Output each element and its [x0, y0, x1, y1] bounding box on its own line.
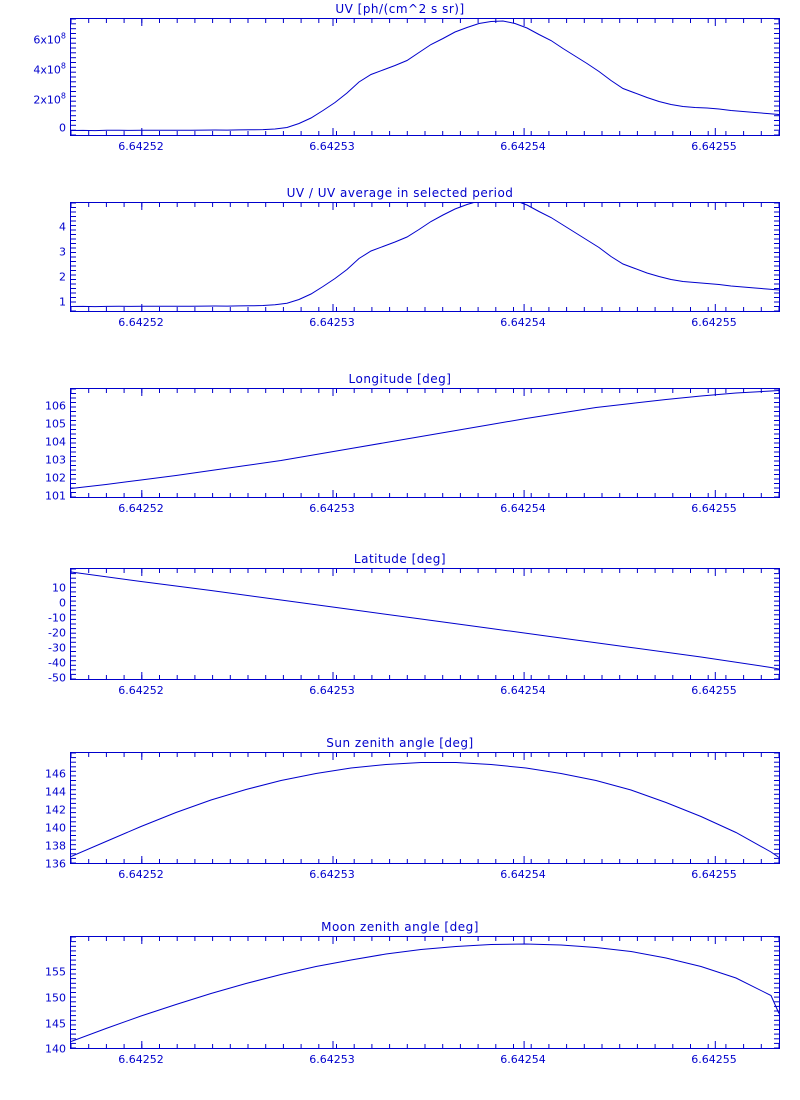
- y-tick-label: 2: [59, 270, 66, 284]
- x-axis-labels-uv: [70, 140, 780, 154]
- uv-ratio-series-svg: [71, 203, 779, 311]
- x-axis-labels-moon-zenith: [70, 1053, 780, 1067]
- x-tick-label: 6.64255: [691, 502, 737, 515]
- y-axis-labels-uv-ratio: [0, 202, 66, 318]
- y-tick-label: 105: [45, 417, 66, 431]
- y-tick-label: 155: [45, 965, 66, 979]
- y-tick-label: 103: [45, 453, 66, 467]
- y-tick-label: 146: [45, 767, 66, 781]
- x-tick-label: 6.64252: [118, 502, 164, 515]
- y-tick-label: 150: [45, 991, 66, 1005]
- y-tick-label: 136: [45, 857, 66, 871]
- panel-title-longitude: Longitude [deg]: [348, 372, 452, 386]
- x-tick-label: 6.64253: [309, 502, 355, 515]
- sun-zenith-series-svg: [71, 753, 779, 863]
- x-tick-label: 6.64253: [309, 684, 355, 697]
- y-tick-label: $2x10^8$: [33, 91, 66, 107]
- x-axis-labels-latitude: [70, 684, 780, 698]
- y-tick-label: 4: [59, 220, 66, 234]
- y-axis-labels-moon-zenith: [0, 936, 66, 1056]
- x-axis-labels-uv-ratio: [70, 316, 780, 330]
- y-tick-label: 101: [45, 489, 66, 503]
- panel-latitude: [0, 548, 800, 703]
- x-tick-label: 6.64255: [691, 1053, 737, 1066]
- y-tick-label: 102: [45, 471, 66, 485]
- x-tick-label: 6.64255: [691, 140, 737, 153]
- y-tick-label: -10: [48, 611, 66, 625]
- uv-series-svg: [71, 19, 779, 135]
- x-axis-labels-longitude: [70, 502, 780, 516]
- x-tick-label: 6.64255: [691, 684, 737, 697]
- x-tick-label: 6.64253: [309, 316, 355, 329]
- x-tick-label: 6.64252: [118, 140, 164, 153]
- panel-title-uv: UV [ph/(cm^2 s sr)]: [335, 2, 465, 16]
- x-tick-label: 6.64254: [500, 502, 546, 515]
- x-tick-label: 6.64255: [691, 316, 737, 329]
- y-tick-label: 140: [45, 1042, 66, 1056]
- y-tick-label: $6x10^8$: [33, 31, 66, 47]
- x-tick-label: 6.64254: [500, 684, 546, 697]
- x-tick-label: 6.64253: [309, 868, 355, 881]
- plot-area-sun-zenith: [70, 752, 780, 864]
- plot-area-uv: [70, 18, 780, 136]
- y-tick-label: 3: [59, 245, 66, 259]
- panel-sun-zenith: [0, 732, 800, 887]
- panel-moon-zenith: [0, 916, 800, 1076]
- x-tick-label: 6.64252: [118, 684, 164, 697]
- x-tick-label: 6.64254: [500, 868, 546, 881]
- y-tick-label: 0: [59, 596, 66, 610]
- y-tick-label: 144: [45, 785, 66, 799]
- y-tick-label: -20: [48, 626, 66, 640]
- y-tick-label: 0: [59, 121, 66, 135]
- y-tick-label: -30: [48, 641, 66, 655]
- x-tick-label: 6.64254: [500, 140, 546, 153]
- y-tick-label: 145: [45, 1017, 66, 1031]
- x-tick-label: 6.64252: [118, 316, 164, 329]
- y-tick-label: 1: [59, 295, 66, 309]
- x-axis-labels-sun-zenith: [70, 868, 780, 882]
- y-tick-label: 10: [52, 581, 66, 595]
- x-tick-label: 6.64253: [309, 1053, 355, 1066]
- x-tick-label: 6.64254: [500, 316, 546, 329]
- x-tick-label: 6.64252: [118, 1053, 164, 1066]
- y-tick-label: 104: [45, 435, 66, 449]
- plot-area-latitude: [70, 568, 780, 680]
- y-tick-label: 138: [45, 839, 66, 853]
- y-axis-labels-uv: [0, 18, 66, 134]
- moon-zenith-series-svg: [71, 937, 779, 1048]
- panel-uv: [0, 0, 800, 160]
- longitude-series-svg: [71, 389, 779, 497]
- y-tick-label: $4x10^8$: [33, 61, 66, 77]
- x-tick-label: 6.64254: [500, 1053, 546, 1066]
- y-tick-label: 106: [45, 399, 66, 413]
- x-tick-label: 6.64252: [118, 868, 164, 881]
- plot-area-longitude: [70, 388, 780, 498]
- panel-title-uv-ratio: UV / UV average in selected period: [286, 186, 514, 200]
- y-axis-labels-sun-zenith: [0, 752, 66, 871]
- y-tick-label: -40: [48, 656, 66, 670]
- latitude-series-svg: [71, 569, 779, 679]
- panel-title-sun-zenith: Sun zenith angle [deg]: [326, 736, 474, 750]
- y-tick-label: -50: [48, 671, 66, 685]
- y-tick-label: 142: [45, 803, 66, 817]
- plot-area-moon-zenith: [70, 936, 780, 1049]
- panel-title-latitude: Latitude [deg]: [353, 552, 447, 566]
- panel-uv-ratio: [0, 182, 800, 342]
- y-axis-labels-longitude: [0, 388, 66, 504]
- y-axis-labels-latitude: [0, 568, 66, 684]
- x-tick-label: 6.64253: [309, 140, 355, 153]
- plot-area-uv-ratio: [70, 202, 780, 312]
- x-tick-label: 6.64255: [691, 868, 737, 881]
- panel-title-moon-zenith: Moon zenith angle [deg]: [321, 920, 479, 934]
- y-tick-label: 140: [45, 821, 66, 835]
- panel-longitude: [0, 368, 800, 523]
